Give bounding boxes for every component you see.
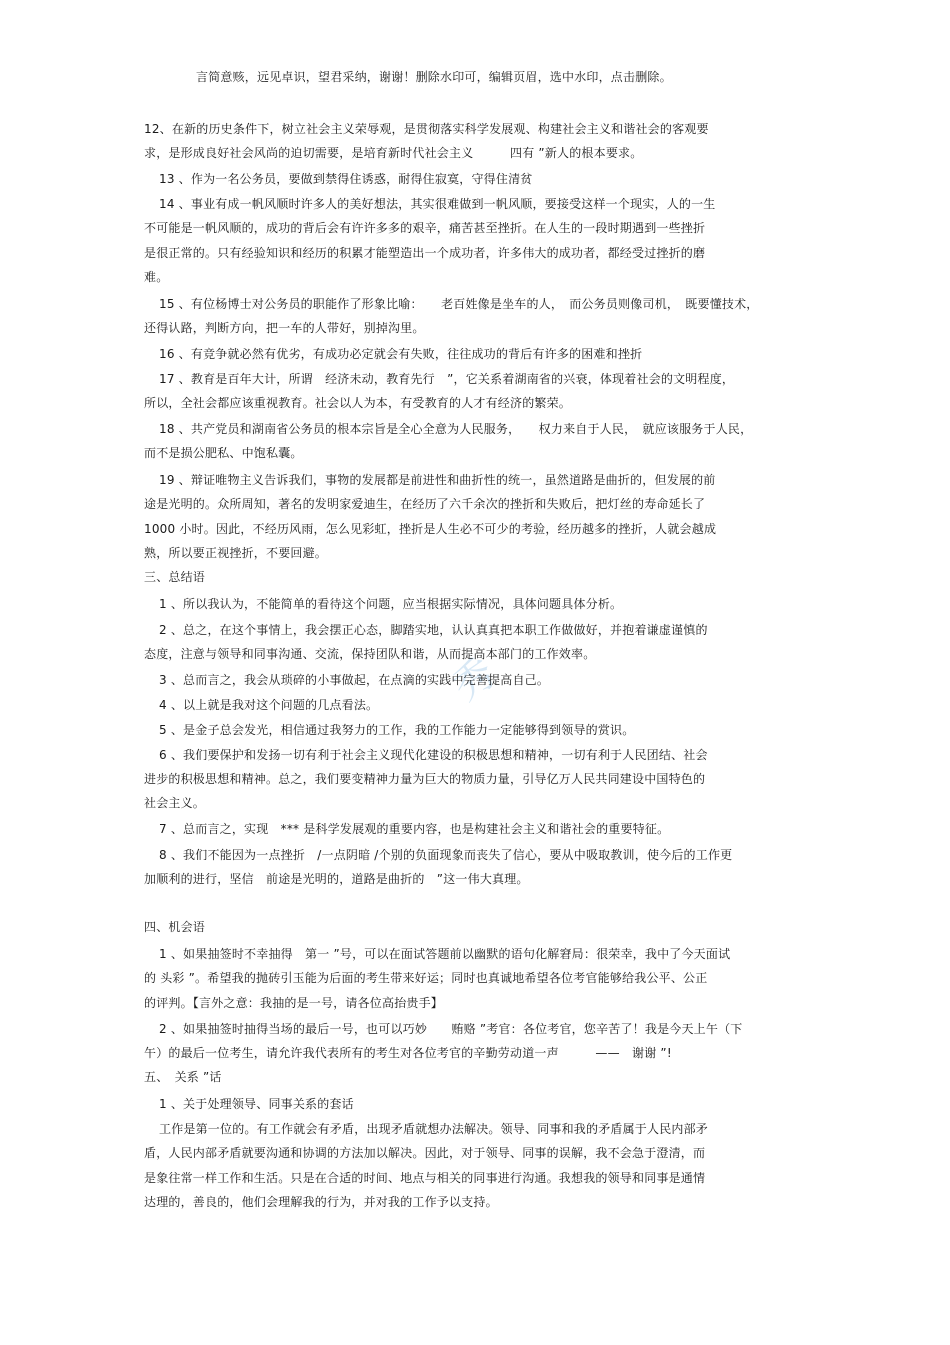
text-line: 3 、总而言之，我会从琐碎的小事做起，在点滴的实践中完善提高自己。 (159, 673, 550, 687)
text-line: 1 、关于处理领导、同事关系的套话 (159, 1097, 354, 1111)
text-line: 6 、我们要保护和发扬一切有利于社会主义现代化建设的积极思想和精神，一切有利于人民团结、社会 (159, 748, 708, 762)
text-line: 盾，人民内部矛盾就要沟通和协调的方法加以解决。因此，对于领导、同事的误解，我不会急于澄清，而 (144, 1146, 706, 1160)
text-line: 16 、有竞争就必然有优劣，有成功必定就会有失败，往往成功的背后有许多的困难和挫折 (159, 347, 643, 361)
text-line: 14 、事业有成一帆风顺时许多人的美好想法，其实很难做到一帆风顺，要接受这样一个现实，人的一生 (159, 197, 716, 211)
text-line: 所以，全社会都应该重视教育。社会以人为本，有受教育的人才有经济的繁荣。 (144, 396, 572, 410)
text-line: 1 、如果抽签时不幸抽得 第一 ”号，可以在面试答题前以幽默的语句化解窘局：很荣幸，我中了今天面试 (159, 947, 731, 961)
text-line: 1000 小时。因此，不经历风雨，怎么见彩虹，挫折是人生必不可少的考验，经历越多的挫折，人就会越成 (144, 522, 717, 536)
text-line: 加顺利的进行，坚信 前途是光明的，道路是曲折的 ”这一伟大真理。 (144, 872, 529, 886)
text-line: 而不是损公肥私、中饱私囊。 (144, 446, 303, 460)
text-line: 19 、辩证唯物主义告诉我们，事物的发展都是前进性和曲折性的统一，虽然道路是曲折的，但发展的前 (159, 473, 716, 487)
text-line: 4 、以上就是我对这个问题的几点看法。 (159, 698, 379, 712)
text-line: 5 、是金子总会发光，相信通过我努力的工作，我的工作能力一定能够得到领导的赏识。 (159, 723, 635, 737)
text-line: 达理的，善良的，他们会理解我的行为，并对我的工作予以支持。 (144, 1195, 498, 1209)
text-line: 7 、总而言之，实现 *** 是科学发展观的重要内容，也是构建社会主义和谐社会的重要特征。 (159, 822, 670, 836)
watermark: 秀 (444, 649, 504, 711)
text-line: 还得认路，判断方向，把一车的人带好，别掉沟里。 (144, 321, 425, 335)
text-line: 12、在新的历史条件下，树立社会主义荣辱观，是贯彻落实科学发展观、构建社会主义和谐社会的客观要 (144, 122, 709, 136)
section-heading: 三、总结语 (144, 570, 206, 584)
text-line: 难。 (144, 270, 169, 284)
text-line: 2 、如果抽签时抽得当场的最后一号，也可以巧妙 贿赂 ”考官：各位考官，您辛苦了！我是今天上午（下 (159, 1022, 743, 1036)
section-heading: 四、机会语 (144, 920, 206, 934)
text-line: 17 、教育是百年大计，所谓 经济未动，教育先行 ”，它关系着湖南省的兴衰，体现着社会的文明程度， (159, 372, 735, 386)
text-line: 不可能是一帆风顺的，成功的背后会有许许多多的艰辛，痛苦甚至挫折。在人生的一段时期遇到一些挫折 (144, 221, 706, 235)
text-line: 途是光明的。众所周知，著名的发明家爱迪生，在经历了六千余次的挫折和失败后，把灯丝的寿命延长了 (144, 497, 706, 511)
text-line: 13 、作为一名公务员，要做到禁得住诱惑，耐得住寂寞，守得住清贫 (159, 172, 533, 186)
header-notice: 言简意赅，远见卓识，望君采纳，谢谢！删除水印可，编辑页眉，选中水印，点击删除。 (196, 70, 672, 84)
text-line: 社会主义。 (144, 796, 206, 810)
text-line: 是象往常一样工作和生活。只是在合适的时间、地点与相关的同事进行沟通。我想我的领导和同事是通情 (144, 1171, 706, 1185)
text-line: 2 、总之，在这个事情上，我会摆正心态，脚踏实地，认认真真把本职工作做做好，并抱着谦虚谨慎的 (159, 623, 708, 637)
text-line: 是很正常的。只有经验知识和经历的积累才能塑造出一个成功者，许多伟大的成功者，都经受过挫折的磨 (144, 246, 706, 260)
text-line: 15 、有位杨博士对公务员的职能作了形象比喻： 老百姓像是坐车的人， 而公务员则像司机， 既要懂技术， (159, 297, 759, 311)
section-heading: 五、 关系 ”话 (144, 1070, 222, 1084)
text-line: 18 、共产党员和湖南省公务员的根本宗旨是全心全意为人民服务， 权力来自于人民， 就应该服务于人民， (159, 422, 753, 436)
text-line: 8 、我们不能因为一点挫折 /一点阴暗 /个别的负面现象而丧失了信心，要从中吸取教训，使今后的工作更 (159, 848, 733, 862)
text-line: 的 头彩 ”。希望我的抛砖引玉能为后面的考生带来好运；同时也真诚地希望各位考官能够给我公平、公正 (144, 971, 708, 985)
text-line: 进步的积极思想和精神。总之，我们要变精神力量为巨大的物质力量，引导亿万人民共同建设中国特色的 (144, 772, 706, 786)
text-line: 态度，注意与领导和同事沟通、交流，保持团队和谐，从而提高本部门的工作效率。 (144, 647, 596, 661)
text-line: 的评判。【言外之意：我抽的是一号，请各位高抬贵手】 (144, 996, 444, 1010)
text-line: 求，是形成良好社会风尚的迫切需要，是培育新时代社会主义 四有 ”新人的根本要求。 (144, 146, 643, 160)
text-line: 工作是第一位的。有工作就会有矛盾，出现矛盾就想办法解决。领导、同事和我的矛盾属于人民内部矛 (159, 1122, 709, 1136)
text-line: 午）的最后一位考生，请允许我代表所有的考生对各位考官的辛勤劳动道一声 —— 谢谢 ”! (144, 1046, 672, 1060)
text-line: 1 、所以我认为，不能简单的看待这个问题，应当根据实际情况，具体问题具体分析。 (159, 597, 623, 611)
text-line: 熟，所以要正视挫折，不要回避。 (144, 546, 328, 560)
